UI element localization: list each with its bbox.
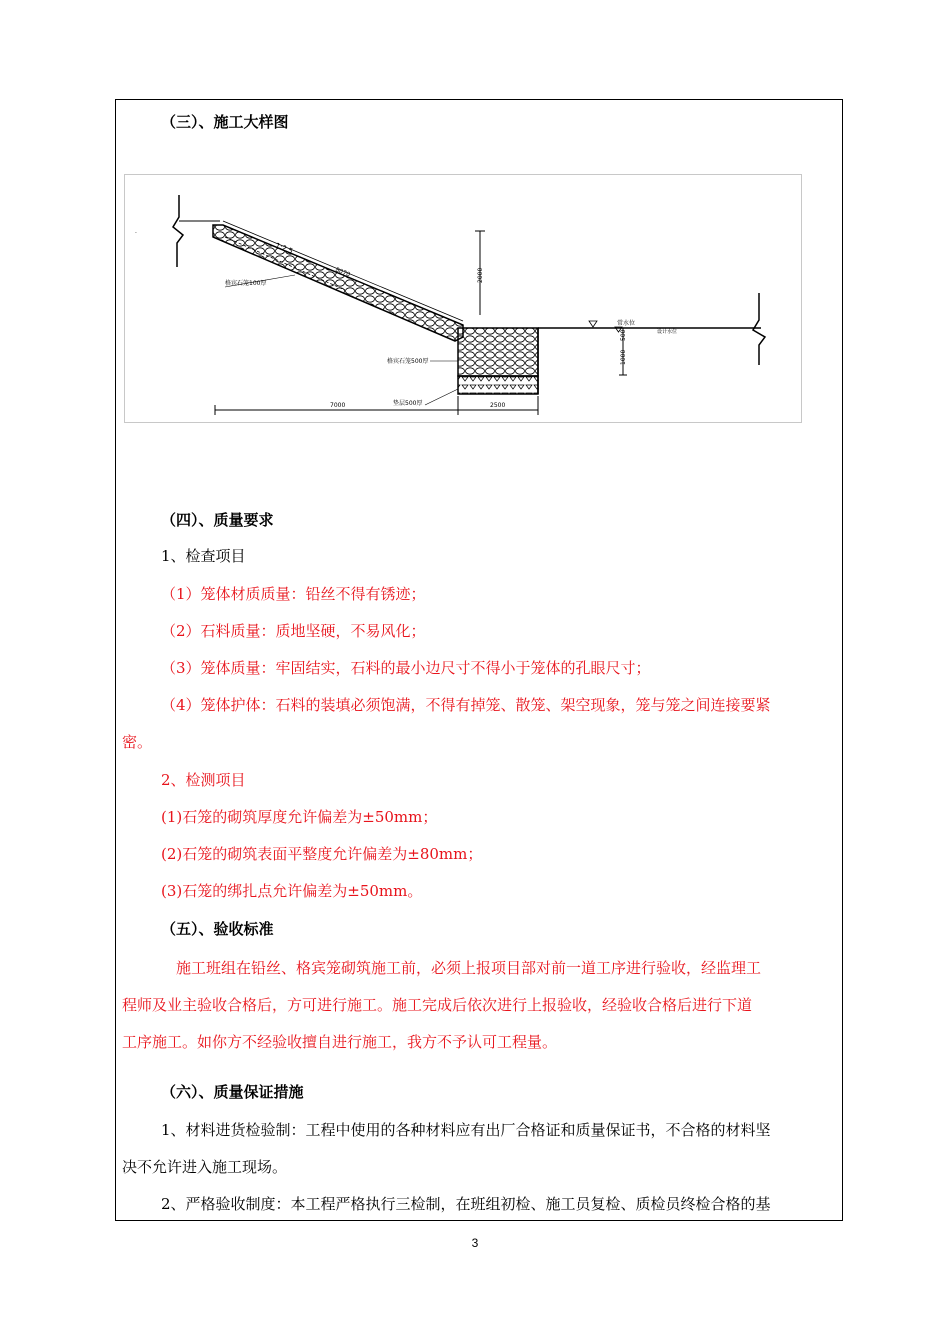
slope-ratio-label: 1:2.5 — [274, 241, 294, 256]
vertical-dimension-2000 — [475, 231, 485, 315]
label-base-500: 垫层500厚 — [393, 400, 423, 407]
measurement-item-2: (2)石笼的砌筑表面平整度允许偏差为±80mm； — [161, 845, 483, 863]
svg-text:2000: 2000 — [477, 267, 484, 283]
inspection-item-3: （3）笼体质量：牢固结实，石料的最小边尺寸不得小于笼体的孔眼尺寸； — [161, 659, 651, 677]
slope-length-label: 8070 — [334, 266, 352, 279]
left-break-line — [135, 195, 220, 267]
acceptance-line-2: 程师及业主验收合格后，方可进行施工。施工完成后依次进行上报验收，经验收合格后进行下道 — [122, 996, 753, 1014]
svg-text:2500: 2500 — [490, 402, 506, 409]
label-gabion-500: 格宾石笼500厚 — [387, 358, 429, 365]
guarantee-item-1-line-2: 决不允许进入施工现场。 — [122, 1158, 288, 1176]
page-number: 3 — [471, 1236, 479, 1250]
svg-text:设计水位: 设计水位 — [657, 329, 678, 335]
inspection-item-4-line-2: 密。 — [122, 733, 153, 751]
svg-text:常水位: 常水位 — [617, 320, 636, 327]
svg-text:500: 500 — [620, 329, 627, 341]
water-level-line — [538, 319, 761, 375]
svg-text:1000: 1000 — [620, 349, 627, 365]
acceptance-line-3: 工序施工。如你方不经验收擅自进行施工，我方不予认可工程量。 — [122, 1033, 558, 1051]
measurement-heading: 2、检测项目 — [161, 771, 246, 789]
detail-drawing-svg — [125, 175, 801, 422]
inspection-item-1: （1）笼体材质质量：铅丝不得有锈迹； — [161, 585, 426, 603]
svg-text:7000: 7000 — [330, 402, 346, 409]
guarantee-item-2-line-1: 2、严格验收制度：本工程严格执行三检制，在班组初检、施工员复检、质检员终检合格的基 — [161, 1195, 771, 1213]
bottom-dimension-line — [215, 396, 538, 415]
section-6-title: （六）、质量保证措施 — [161, 1083, 304, 1101]
section-5-title: （五）、验收标准 — [161, 920, 274, 938]
right-break-line — [753, 293, 765, 365]
inspection-item-4-line-1: （4）笼体护体：石料的装填必须饱满，不得有掉笼、散笼、架空现象，笼与笼之间连接要紧 — [161, 696, 771, 714]
acceptance-line-1: 施工班组在铅丝、格宾笼砌筑施工前，必须上报项目部对前一道工序进行验收，经监理工 — [176, 959, 762, 977]
guarantee-item-1-line-1: 1、材料进货检验制：工程中使用的各种材料应有出厂合格证和质量保证书，不合格的材料坚 — [161, 1121, 771, 1139]
inspection-heading: 1、检查项目 — [161, 547, 246, 565]
inspection-item-2: （2）石料质量：质地坚硬，不易风化； — [161, 622, 426, 640]
toe-gabion-block — [458, 328, 538, 394]
section-3-title: （三）、施工大样图 — [161, 113, 289, 131]
measurement-item-1: (1)石笼的砌筑厚度允许偏差为±50mm； — [161, 808, 438, 826]
measurement-item-3: (3)石笼的绑扎点允许偏差为±50mm。 — [161, 882, 423, 900]
section-4-title: （四）、质量要求 — [161, 511, 274, 529]
document-frame — [115, 99, 843, 1221]
construction-detail-drawing — [124, 174, 802, 423]
label-gabion-100: 格宾石笼100厚 — [225, 280, 267, 287]
svg-text:.: . — [135, 228, 137, 235]
